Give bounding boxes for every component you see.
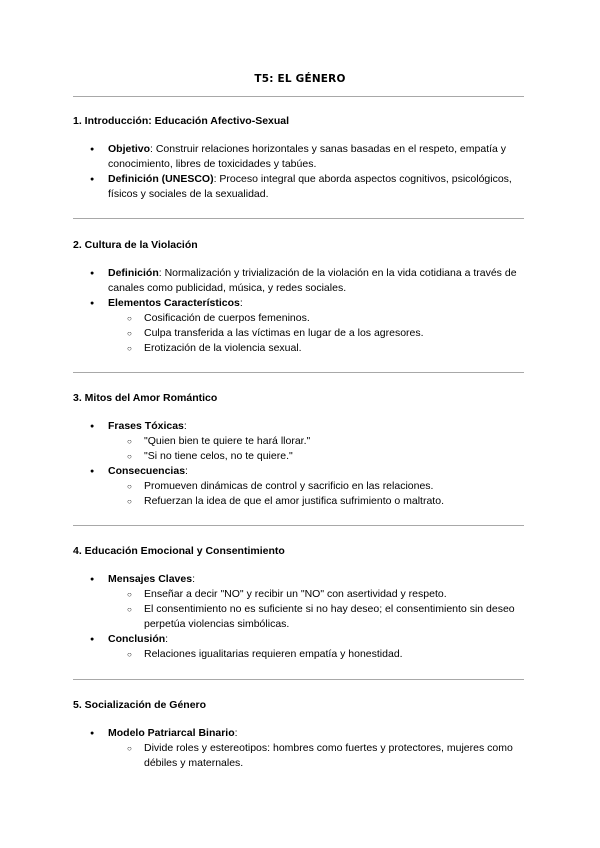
sub-list-item: ○ Cosificación de cuerpos femeninos.: [108, 311, 533, 326]
item-text: :: [185, 465, 188, 477]
list-item: [73, 266, 533, 296]
sub-list: [108, 434, 533, 464]
sub-list: [108, 311, 533, 356]
sub-list-item: ○ Enseñar a decir "NO" y recibir un "NO" con asertividad y respeto.: [108, 587, 533, 602]
list-item: [73, 632, 533, 662]
section-heading: 3. Mitos del Amor Romántico: [73, 392, 218, 404]
section-cultura-violacion: [73, 238, 533, 356]
list-item: [73, 464, 533, 509]
item-text: :: [192, 573, 195, 585]
item-term: Definición (UNESCO): [108, 173, 214, 185]
list-item: [73, 142, 533, 172]
item-text: : Normalización y trivialización de la violación en la vida cotidiana a través de canales como publicidad, música, y redes sociales.: [108, 267, 517, 294]
bullet-list: [73, 726, 533, 771]
item-term: Definición: [108, 267, 159, 279]
item-text: : Proceso integral que aborda aspectos cognitivos, psicológicos, físicos y sociales de la sexualidad.: [108, 173, 512, 200]
sub-list-item: ○ Divide roles y estereotipos: hombres como fuertes y protectores, mujeres como débiles y maternales.: [108, 741, 533, 771]
list-item: [73, 726, 533, 771]
section-educacion-emocional: [73, 544, 533, 662]
item-term: Frases Tóxicas: [108, 420, 184, 432]
section-socializacion-genero: [73, 698, 533, 771]
divider: [73, 218, 524, 219]
sub-list-item: ○ "Si no tiene celos, no te quiere.": [108, 449, 533, 464]
sub-list-item: ○ Relaciones igualitarias requieren empatía y honestidad.: [108, 647, 533, 662]
divider: [73, 525, 524, 526]
list-item: [73, 572, 533, 632]
sub-list-item: ○ Culpa transferida a las víctimas en lugar de a los agresores.: [108, 326, 533, 341]
section-heading: 5. Socialización de Género: [73, 699, 207, 711]
item-text: : Construir relaciones horizontales y sanas basadas en el respeto, empatía y conocimiento, libres de toxicidades y tabúes.: [108, 143, 507, 170]
bullet-list: [73, 419, 533, 509]
item-term: Elementos Característicos: [108, 297, 240, 309]
item-term: Conclusión: [108, 633, 166, 645]
sub-list: [108, 741, 533, 771]
section-mitos-amor: [73, 391, 533, 509]
item-text: :: [165, 633, 169, 645]
sub-list-item: ○ Erotización de la violencia sexual.: [108, 341, 533, 356]
sub-list-item: ○ "Quien bien te quiere te hará llorar.": [108, 434, 533, 449]
divider: [73, 372, 524, 373]
divider: [73, 96, 524, 97]
item-term: Consecuencias: [108, 465, 186, 477]
sub-list: [108, 479, 533, 509]
section-heading: 4. Educación Emocional y Consentimiento: [73, 545, 285, 557]
item-term: Objetivo: [108, 143, 151, 155]
sub-list-item: ○ Promueven dinámicas de control y sacrificio en las relaciones.: [108, 479, 533, 494]
item-term: Mensajes Claves: [108, 573, 193, 585]
section-heading: 2. Cultura de la Violación: [73, 239, 198, 251]
item-text: :: [239, 297, 243, 309]
sub-list: [108, 647, 533, 662]
section-heading: 1. Introducción: Educación Afectivo-Sexual: [73, 115, 290, 127]
item-term: Modelo Patriarcal Binario: [108, 727, 235, 739]
item-text: :: [183, 420, 187, 432]
bullet-list: [73, 266, 533, 356]
divider: [73, 679, 524, 680]
bullet-list: [73, 142, 533, 202]
bullet-list: [73, 572, 533, 662]
sub-list-item: ○ Refuerzan la idea de que el amor justifica sufrimiento o maltrato.: [108, 494, 533, 509]
section-introduccion: [73, 114, 533, 202]
list-item: [73, 296, 533, 356]
item-text: :: [234, 727, 238, 739]
sub-list: [108, 587, 533, 632]
sub-list-item: ○ El consentimiento no es suficiente si no hay deseo; el consentimiento sin deseo perpetúa violencias simbólicas.: [108, 602, 533, 632]
list-item: [73, 419, 533, 464]
list-item: [73, 172, 533, 202]
page-title: T5: EL GÉNERO: [254, 73, 346, 85]
